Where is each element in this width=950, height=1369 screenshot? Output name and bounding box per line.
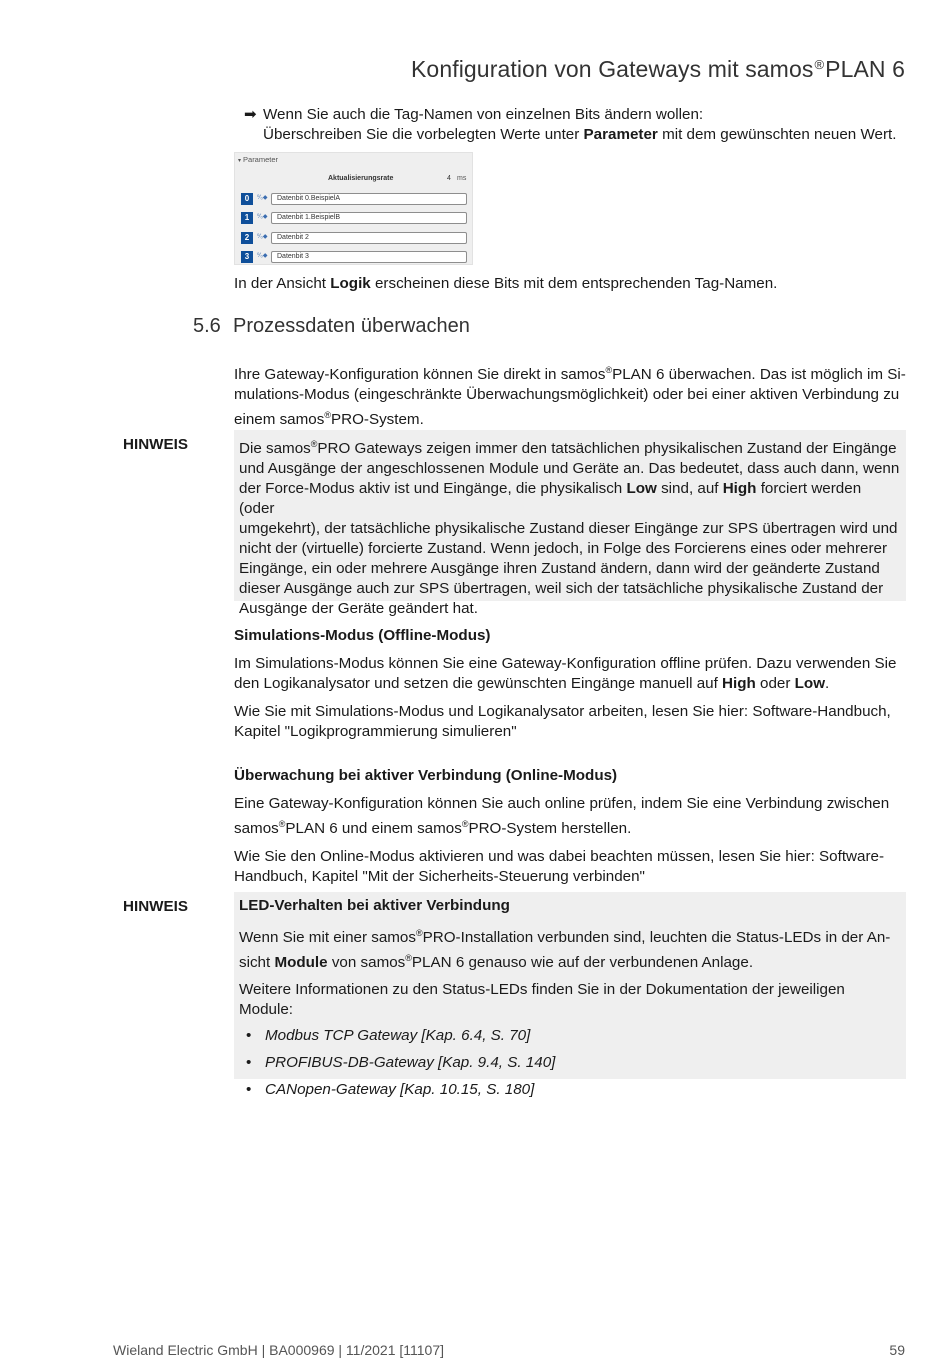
paragraph: Weitere Informationen zu den Status-LEDs finden Sie in der Dokumentation der jeweiligen Module: xyxy=(239,981,845,1018)
tag-name-input[interactable]: Datenbit 3 xyxy=(271,251,467,263)
header-title: Konfiguration von Gateways mit samos xyxy=(410,56,814,82)
parameter-panel-title[interactable]: ▾ Parameter xyxy=(238,155,279,164)
hint-label: HINWEIS xyxy=(123,898,188,915)
update-rate-unit: ms xyxy=(457,175,467,182)
section-heading xyxy=(193,315,470,338)
section-number: 5.6 xyxy=(193,315,221,337)
footer-info: Wieland Electric GmbH | BA000969 | 11/2021 [11107] xyxy=(113,1342,445,1358)
reference-link-canopen[interactable]: • CANopen-Gateway [Kap. 10.15, S. 180] xyxy=(239,1080,900,1100)
tag-icon: ⁰⁄₀◆ xyxy=(257,253,268,259)
subsection-heading: Überwachung bei aktiver Verbindung (Online-Modus) xyxy=(234,767,618,784)
paragraph: Wie Sie mit Simulations-Modus und Logikanalysator arbeiten, lesen Sie hier: Software-Handbuch, Kapitel "Logikprogrammierung simulieren" xyxy=(234,703,891,740)
hint-heading: LED-Verhalten bei aktiver Verbindung xyxy=(239,897,510,914)
hint-box: Die samos®PRO Gateways zeigen immer den tatsächlichen physikalischen Zustand der Eingänge und Ausgänge der angeschlossenen Module und Geräte an. Das bedeutet, dass auch dann, wenn der Force-Modus aktiv ist und Eingänge, die physikalisch Low sind, auf High forciert werden (oder umgekehrt), der tatsächliche physikalische Zustand dieser Eingänge zur SPS übertragen wird und nicht der (virtuelle) forcierte Zustand. Wenn jedoch, in Folge des Forcierens eines oder mehrerer Eingänge, ein oder mehrere Ausgänge ihren Zustand ändern, dann wird der geänderte Zustand dieser Ausgänge auch zur SPS übertragen, weil sich der tatsächliche physikalische Zustand der Ausgänge der Geräte geändert hat. xyxy=(234,430,906,601)
bit-number-badge: 2 xyxy=(241,232,253,244)
update-rate-label: Aktualisierungsrate xyxy=(328,175,394,182)
bit-number-badge: 1 xyxy=(241,212,253,224)
section-title: Prozessdaten überwachen xyxy=(233,315,470,337)
registered-mark: ® xyxy=(814,57,825,72)
subsection-heading: Simulations-Modus (Offline-Modus) xyxy=(234,627,491,644)
page-number: 59 xyxy=(889,1342,905,1358)
instruction-text xyxy=(263,105,906,145)
collapse-triangle-icon[interactable]: ▾ xyxy=(238,158,242,164)
tag-icon: ⁰⁄₀◆ xyxy=(257,214,268,220)
update-rate-value: 4 xyxy=(447,175,451,182)
paragraph: Eine Gateway-Konfiguration können Sie auch online prüfen, indem Sie eine Verbindung zwischen samos®PLAN 6 und einem samos®PRO-System herstellen. xyxy=(234,795,890,837)
paragraph: Im Simulations-Modus können Sie eine Gateway-Konfiguration offline prüfen. Dazu verwenden Sie den Logikanalysator und setzen die gewünschten Eingänge manuell auf High oder Low. xyxy=(234,655,897,692)
header-title-product: PLAN 6 xyxy=(825,56,905,82)
logic-view-note: In der Ansicht Logik erscheinen diese Bits mit dem entsprechenden Tag-Namen. xyxy=(234,275,778,292)
tag-name-input[interactable]: Datenbit 2 xyxy=(271,232,467,244)
bit-number-badge: 0 xyxy=(241,193,253,205)
bit-number-badge: 3 xyxy=(241,251,253,263)
parameter-panel xyxy=(234,152,473,265)
hint-label: HINWEIS xyxy=(123,436,188,453)
reference-list xyxy=(239,1026,900,1100)
hint-box xyxy=(234,892,906,1098)
parameter-term: Parameter xyxy=(583,126,658,143)
simulation-mode-section xyxy=(234,626,906,742)
online-mode-section xyxy=(234,766,906,887)
arrow-right-icon: ➡ xyxy=(244,106,257,123)
tag-icon: ⁰⁄₀◆ xyxy=(257,234,268,240)
instruction-line-2: Überschreiben Sie die vorbelegten Werte unter Parameter mit dem gewünschten neuen Wert. xyxy=(263,126,897,143)
paragraph: Wenn Sie mit einer samos®PRO-Installation verbunden sind, leuchten die Status-LEDs in der An- sicht Module von samos®PLAN 6 genauso wie auf der verbundenen Anlage. xyxy=(239,928,891,971)
instruction-step xyxy=(244,105,906,145)
instruction-line: Wenn Sie auch die Tag-Namen von einzelnen Bits ändern wollen: xyxy=(263,106,704,123)
reference-link-profibus[interactable]: • PROFIBUS-DB-Gateway [Kap. 9.4, S. 140] xyxy=(239,1053,900,1073)
tag-name-input[interactable]: Datenbit 1.BeispielB xyxy=(271,212,467,224)
logic-term: Logik xyxy=(330,275,371,292)
page-header xyxy=(411,56,905,83)
paragraph: Wie Sie den Online-Modus aktivieren und was dabei beachten müssen, lesen Sie hier: Software- Handbuch, Kapitel "Mit der Sicherheits-Steuerung verbinden" xyxy=(234,848,885,885)
tag-icon: ⁰⁄₀◆ xyxy=(257,195,268,201)
reference-link-modbus[interactable]: • Modbus TCP Gateway [Kap. 6.4, S. 70] xyxy=(239,1026,900,1046)
section-intro-paragraph: Ihre Gateway-Konfiguration können Sie direkt in samos®PLAN 6 überwachen. Das ist möglich im Si- mulations-Modus (eingeschränkte Überwachungsmöglichkeit) oder bei einer aktiven Verbindung zu einem samos®PRO-System. xyxy=(234,365,906,428)
tag-name-input[interactable]: Datenbit 0.BeispielA xyxy=(271,193,467,205)
